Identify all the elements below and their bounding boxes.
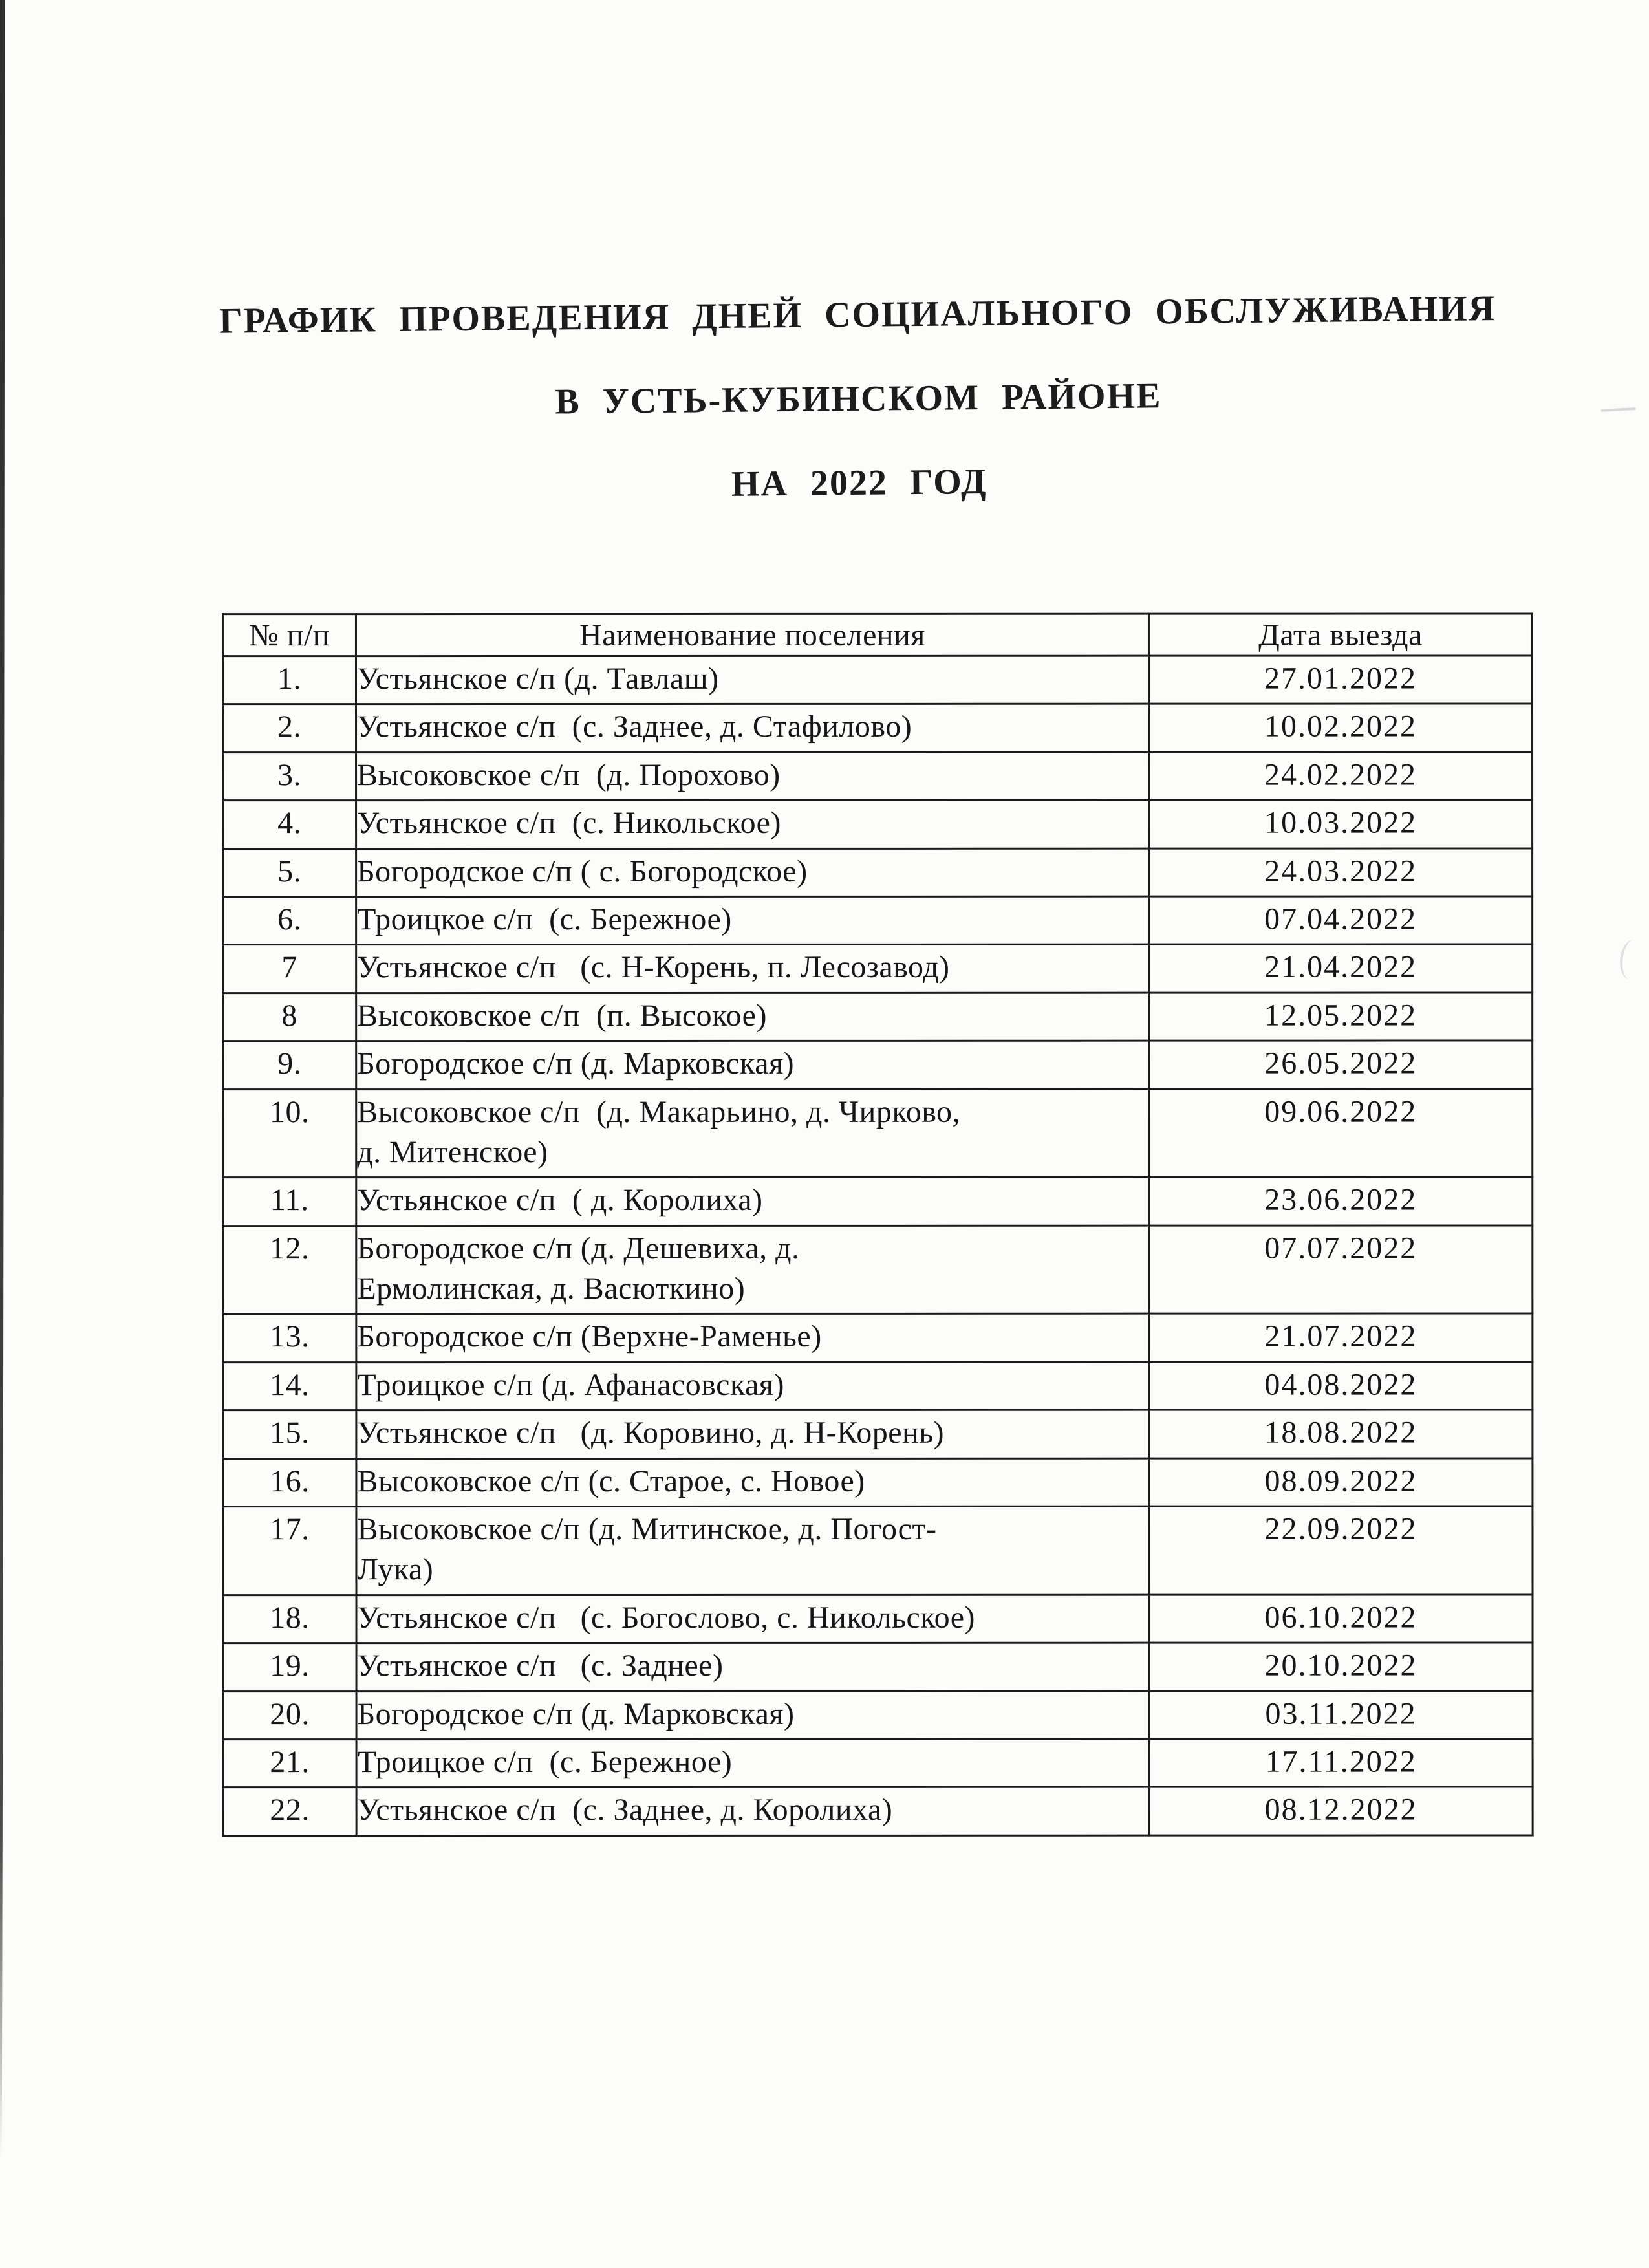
row-date: 09.06.2022: [1149, 1088, 1533, 1177]
row-number: 21.: [223, 1740, 356, 1787]
row-number: 11.: [223, 1178, 356, 1226]
row-number: 22.: [223, 1787, 356, 1835]
row-settlement: Высоковское с/п (п. Высокое): [356, 993, 1149, 1041]
row-settlement: Богородское с/п (д. Марковская): [356, 1041, 1149, 1089]
schedule-table: [222, 612, 1534, 1836]
row-settlement: Устьянское с/п ( д. Королиха): [356, 1177, 1149, 1226]
row-number: 14.: [223, 1362, 356, 1410]
row-date: 04.08.2022: [1149, 1362, 1533, 1410]
row-date: 08.09.2022: [1149, 1458, 1533, 1507]
row-settlement: Троицкое с/п (с. Бережное): [356, 1739, 1149, 1787]
row-settlement: Богородское с/п ( с. Богородское): [356, 848, 1149, 897]
row-number: 3.: [223, 752, 356, 800]
row-number: 13.: [223, 1314, 356, 1362]
table-row: [223, 1362, 1533, 1410]
row-settlement: Троицкое с/п (д. Афанасовская): [356, 1362, 1149, 1410]
row-number: 17.: [223, 1507, 356, 1595]
row-settlement: Богородское с/п (д. Дешевиха, д. Ермолинская, д. Васюткино): [356, 1226, 1149, 1314]
row-settlement: Устьянское с/п (с. Заднее, д. Стафилово): [356, 704, 1149, 753]
row-date: 27.01.2022: [1148, 656, 1532, 704]
row-date: 22.09.2022: [1149, 1506, 1533, 1595]
row-settlement: Троицкое с/п (с. Бережное): [356, 896, 1149, 945]
row-number: 4.: [223, 801, 356, 848]
table-row: [223, 704, 1533, 752]
row-date: 23.06.2022: [1149, 1177, 1533, 1226]
row-date: 12.05.2022: [1149, 993, 1533, 1041]
table-row: [223, 1458, 1533, 1507]
row-settlement: Устьянское с/п (с. Богослово, с. Никольское): [356, 1595, 1149, 1643]
row-settlement: Устьянское с/п (с. Н-Корень, п. Лесозавод): [356, 945, 1149, 993]
header-settlement: Наименование поселения: [356, 614, 1148, 656]
table-row: [223, 1643, 1533, 1691]
table-row: [223, 1226, 1533, 1314]
row-settlement: Устьянское с/п (с. Никольское): [356, 800, 1149, 848]
table-row: [223, 1506, 1533, 1595]
row-number: 16.: [223, 1458, 356, 1506]
row-settlement: Устьянское с/п (д. Коровино, д. Н-Корень): [356, 1410, 1149, 1458]
row-number: 7: [223, 945, 356, 993]
row-date: 24.03.2022: [1149, 848, 1533, 897]
table-row: [223, 1787, 1533, 1835]
row-date: 08.12.2022: [1149, 1787, 1533, 1835]
row-number: 15.: [223, 1410, 356, 1458]
row-settlement: Высоковское с/п (с. Старое, с. Новое): [356, 1458, 1149, 1507]
row-date: 26.05.2022: [1149, 1041, 1533, 1089]
table-row: [223, 1041, 1533, 1089]
title-line-2: В УСТЬ-КУБИНСКОМ РАЙОНЕ: [554, 376, 1162, 422]
table-row: [223, 944, 1533, 993]
row-date: 21.07.2022: [1149, 1313, 1533, 1362]
row-number: 6.: [223, 897, 356, 945]
header-number: № п/п: [222, 614, 356, 656]
scan-artifact-curl: [1618, 938, 1642, 980]
table-row: [223, 1088, 1533, 1177]
row-settlement: Устьянское с/п (д. Тавлаш): [356, 656, 1148, 704]
table-row: [223, 993, 1533, 1041]
table-row: [223, 1177, 1533, 1226]
row-date: 18.08.2022: [1149, 1410, 1533, 1458]
row-number: 9.: [223, 1041, 356, 1089]
table-row: [223, 1313, 1533, 1362]
table-row: [223, 752, 1533, 801]
table-row: [223, 1595, 1533, 1643]
row-date: 20.10.2022: [1149, 1643, 1533, 1691]
row-number: 12.: [223, 1226, 356, 1314]
row-settlement: Богородское с/п (д. Марковская): [356, 1691, 1149, 1740]
row-date: 10.03.2022: [1149, 800, 1533, 848]
row-date: 06.10.2022: [1149, 1595, 1533, 1643]
row-number: 10.: [223, 1089, 356, 1178]
row-number: 20.: [223, 1691, 356, 1739]
table-row: [222, 656, 1532, 704]
row-settlement: Высоковское с/п (д. Макарьино, д. Чирково, д. Митенское): [356, 1089, 1149, 1178]
row-date: 17.11.2022: [1149, 1739, 1533, 1787]
row-date: 10.02.2022: [1149, 704, 1533, 752]
table-header-row: [222, 614, 1532, 656]
row-number: 2.: [223, 704, 356, 752]
row-date: 24.02.2022: [1149, 752, 1533, 801]
row-number: 5.: [223, 848, 356, 896]
table-row: [223, 1739, 1533, 1787]
row-date: 03.11.2022: [1149, 1691, 1533, 1740]
table-row: [223, 848, 1533, 897]
document-title: [59, 285, 1649, 553]
row-settlement: Высоковское с/п (д. Порохово): [356, 752, 1149, 801]
row-settlement: Высоковское с/п (д. Митинское, д. Погост- Лука): [356, 1506, 1149, 1595]
row-number: 8: [223, 993, 356, 1041]
row-settlement: Устьянское с/п (с. Заднее, д. Королиха): [356, 1787, 1149, 1836]
title-line-1: ГРАФИК ПРОВЕДЕНИЯ ДНЕЙ СОЦИАЛЬНОГО ОБСЛУЖИВАНИЯ: [219, 288, 1496, 341]
row-number: 19.: [223, 1643, 356, 1691]
schedule-table-wrap: [222, 612, 1532, 1836]
header-date: Дата выезда: [1148, 614, 1532, 656]
table-row: [223, 1410, 1533, 1458]
table-row: [223, 896, 1533, 945]
schedule-table-body: [222, 656, 1533, 1835]
row-date: 07.04.2022: [1149, 896, 1533, 945]
row-number: 1.: [222, 656, 356, 704]
row-date: 07.07.2022: [1149, 1226, 1533, 1314]
table-row: [223, 1691, 1533, 1740]
row-number: 18.: [223, 1595, 356, 1643]
table-row: [223, 800, 1533, 848]
title-line-3: НА 2022 ГОД: [731, 461, 987, 504]
row-settlement: Устьянское с/п (с. Заднее): [356, 1643, 1149, 1691]
row-date: 21.04.2022: [1149, 944, 1533, 993]
row-settlement: Богородское с/п (Верхне-Раменье): [356, 1314, 1149, 1363]
